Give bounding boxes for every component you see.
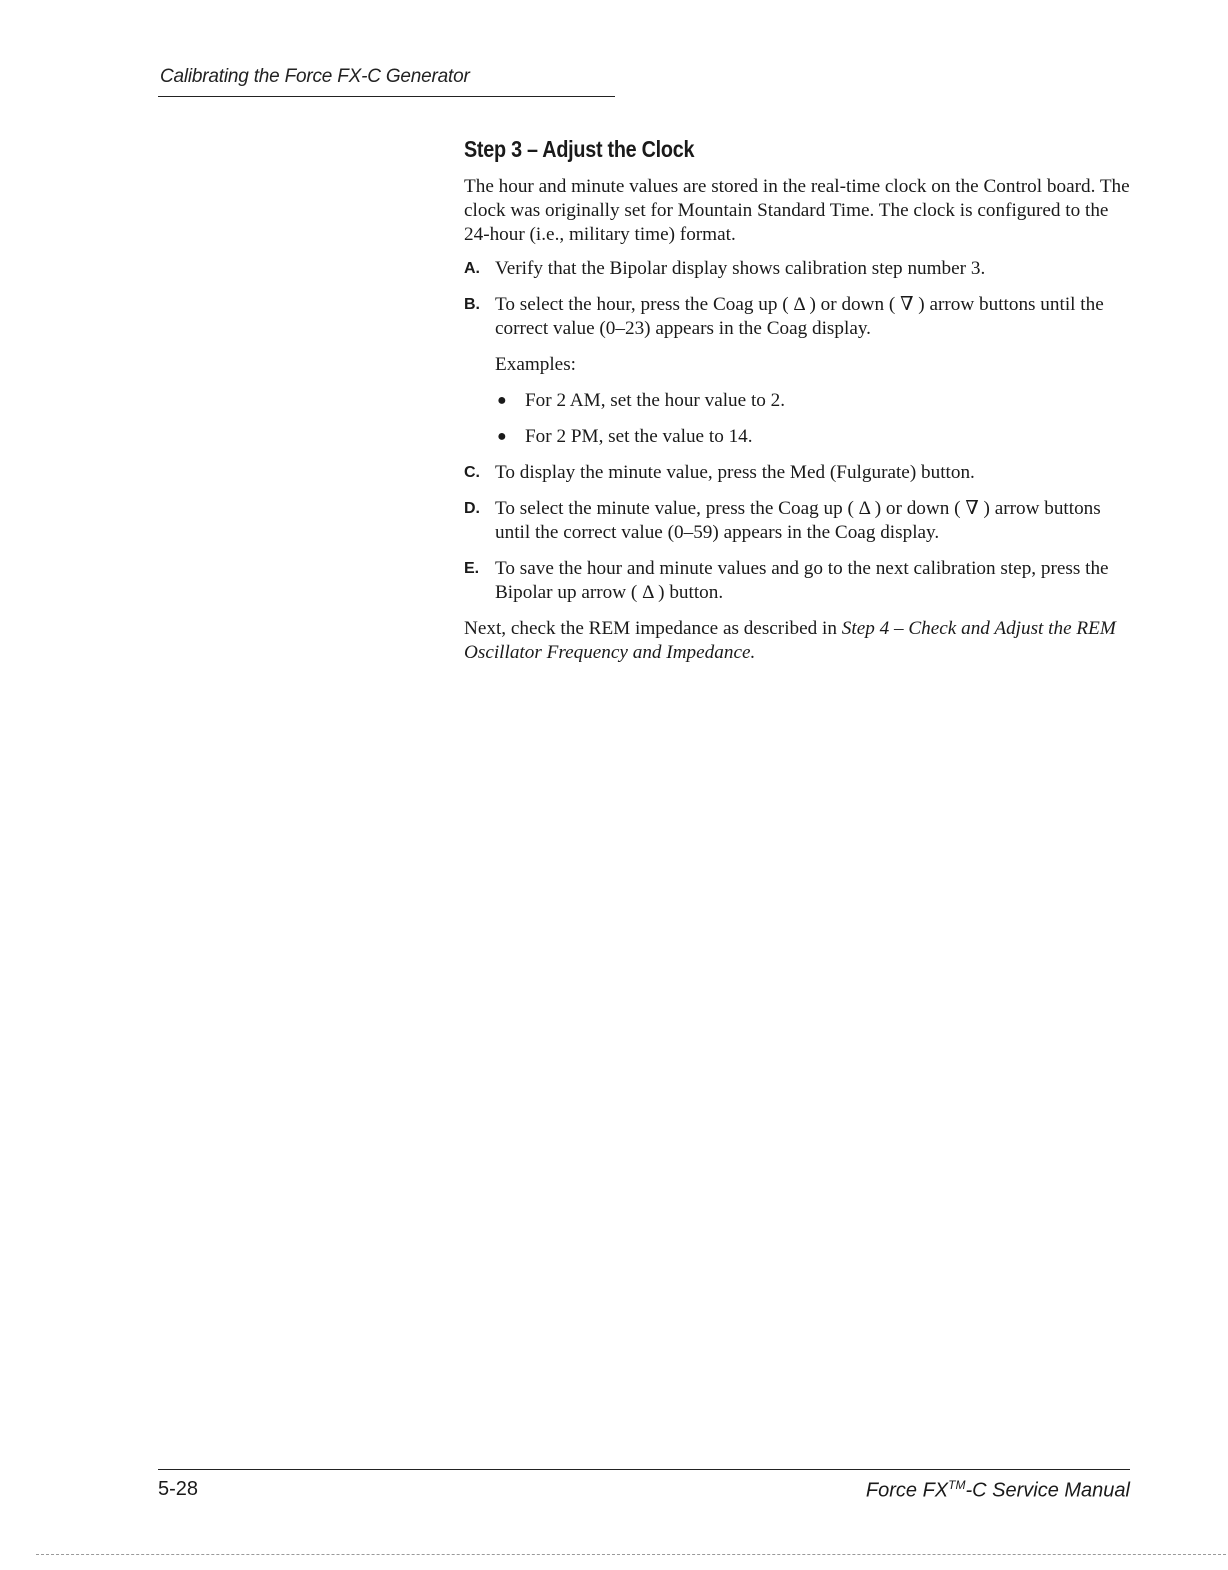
examples-label: Examples:: [495, 354, 576, 375]
trademark-mark: TM: [948, 1478, 966, 1492]
manual-name-a: Force FX: [865, 1479, 949, 1502]
examples-list: [495, 389, 1134, 449]
step-text: Verify that the Bipolar display shows calibration step number 3.: [495, 258, 986, 279]
intro-paragraph: The hour and minute values are stored in the real-time clock on the Control board. The clock was originally set for Mountain Standard Time. The clock is configured to the 24-hour (i.e., military time) format.: [464, 176, 1130, 245]
section-title: Step 3 – Adjust the Clock: [464, 136, 695, 162]
bullet-icon: ●: [497, 392, 507, 409]
header-rule: [158, 96, 615, 97]
bullet-icon: ●: [497, 428, 507, 445]
step-a: [464, 257, 1134, 281]
footer-rule: [158, 1469, 1130, 1470]
running-header-title: Calibrating the Force FX-C Generator: [160, 66, 470, 87]
step-letter: D.: [464, 500, 480, 517]
manual-title: [866, 1478, 1130, 1503]
step-letter: A.: [464, 260, 480, 277]
page-number: 5-28: [158, 1478, 199, 1500]
step-text: To select the minute value, press the Coag up ( Δ ) or down ( ∇ ) arrow buttons until the correct value (0–59) appears in the Coag display.: [495, 498, 1101, 543]
manual-name-b: -C Service Manual: [965, 1479, 1130, 1502]
step-b: [464, 293, 1134, 449]
step-text: To display the minute value, press the Med (Fulgurate) button.: [495, 462, 975, 483]
scan-edge-line: [36, 1554, 1226, 1555]
step-text: To select the hour, press the Coag up ( Δ ) or down ( ∇ ) arrow buttons until the correct value (0–23) appears in the Coag display.: [495, 294, 1104, 339]
step-letter: C.: [464, 464, 480, 481]
step-text: To save the hour and minute values and go to the next calibration step, press the Bipolar up arrow ( Δ ) button.: [495, 558, 1109, 603]
next-step-reference: Step 4 – Check and Adjust the REM Oscillator Frequency and Impedance.: [464, 618, 1116, 663]
next-step-text: Next, check the REM impedance as described in: [464, 618, 842, 639]
example-text: For 2 PM, set the value to 14.: [525, 426, 753, 447]
step-e: [464, 557, 1134, 605]
step-d: [464, 497, 1134, 545]
next-step-paragraph: [464, 617, 1134, 665]
step-letter: E.: [464, 560, 480, 577]
example-item: [495, 425, 1134, 449]
main-content: [464, 136, 1134, 665]
example-item: [495, 389, 1134, 413]
example-text: For 2 AM, set the hour value to 2.: [525, 390, 786, 411]
step-letter: B.: [464, 296, 480, 313]
step-c: [464, 461, 1134, 485]
